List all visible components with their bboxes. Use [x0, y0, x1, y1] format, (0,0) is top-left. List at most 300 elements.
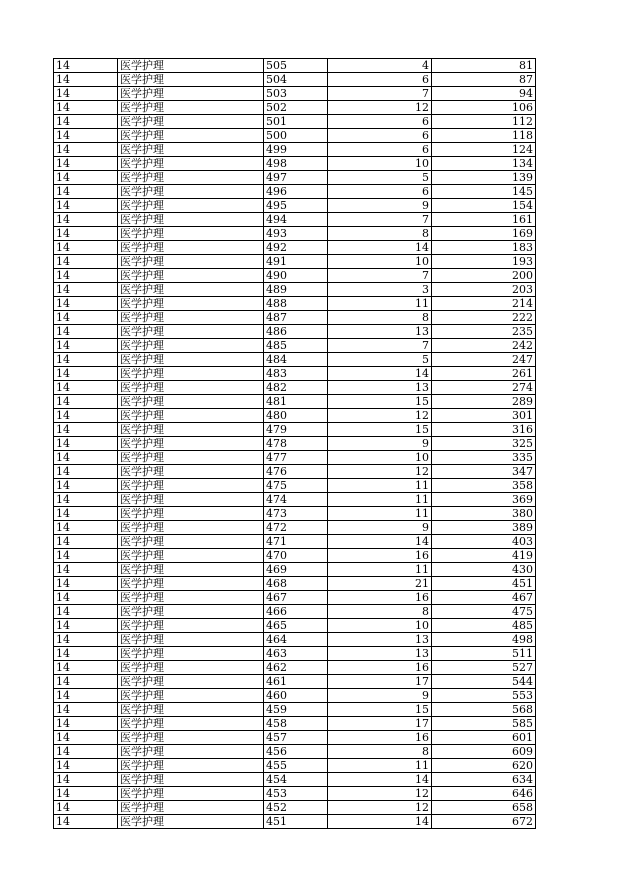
score-cell: 458: [264, 717, 328, 731]
count-cell: 15: [328, 395, 432, 409]
count-cell: 11: [328, 297, 432, 311]
table-row: [54, 185, 536, 199]
score-cell: 454: [264, 773, 328, 787]
code-cell: 14: [54, 143, 118, 157]
major-cell: 医学护理: [118, 521, 264, 535]
score-cell: 473: [264, 507, 328, 521]
code-cell: 14: [54, 759, 118, 773]
table-row: [54, 479, 536, 493]
score-cell: 466: [264, 605, 328, 619]
cumulative-cell: 139: [432, 171, 536, 185]
cumulative-cell: 658: [432, 801, 536, 815]
score-cell: 455: [264, 759, 328, 773]
score-cell: 482: [264, 381, 328, 395]
code-cell: 14: [54, 129, 118, 143]
table-row: [54, 689, 536, 703]
major-cell: 医学护理: [118, 325, 264, 339]
table-row: [54, 563, 536, 577]
major-cell: 医学护理: [118, 689, 264, 703]
cumulative-cell: 274: [432, 381, 536, 395]
count-cell: 9: [328, 199, 432, 213]
score-cell: 475: [264, 479, 328, 493]
table-row: [54, 283, 536, 297]
count-cell: 11: [328, 493, 432, 507]
major-cell: 医学护理: [118, 549, 264, 563]
count-cell: 17: [328, 717, 432, 731]
code-cell: 14: [54, 269, 118, 283]
major-cell: 医学护理: [118, 493, 264, 507]
table-row: [54, 143, 536, 157]
count-cell: 15: [328, 703, 432, 717]
table-row: [54, 759, 536, 773]
table-row: [54, 325, 536, 339]
count-cell: 7: [328, 339, 432, 353]
major-cell: 医学护理: [118, 283, 264, 297]
cumulative-cell: 316: [432, 423, 536, 437]
cumulative-cell: 169: [432, 227, 536, 241]
major-cell: 医学护理: [118, 87, 264, 101]
count-cell: 13: [328, 633, 432, 647]
score-cell: 503: [264, 87, 328, 101]
table-row: [54, 199, 536, 213]
cumulative-cell: 289: [432, 395, 536, 409]
score-cell: 488: [264, 297, 328, 311]
major-cell: 医学护理: [118, 773, 264, 787]
score-cell: 490: [264, 269, 328, 283]
count-cell: 16: [328, 661, 432, 675]
score-cell: 505: [264, 59, 328, 73]
major-cell: 医学护理: [118, 339, 264, 353]
major-cell: 医学护理: [118, 605, 264, 619]
score-cell: 495: [264, 199, 328, 213]
code-cell: 14: [54, 283, 118, 297]
major-cell: 医学护理: [118, 297, 264, 311]
code-cell: 14: [54, 479, 118, 493]
code-cell: 14: [54, 395, 118, 409]
major-cell: 医学护理: [118, 381, 264, 395]
cumulative-cell: 235: [432, 325, 536, 339]
code-cell: 14: [54, 157, 118, 171]
cumulative-cell: 419: [432, 549, 536, 563]
major-cell: 医学护理: [118, 745, 264, 759]
code-cell: 14: [54, 311, 118, 325]
major-cell: 医学护理: [118, 479, 264, 493]
major-cell: 医学护理: [118, 451, 264, 465]
cumulative-cell: 634: [432, 773, 536, 787]
cumulative-cell: 585: [432, 717, 536, 731]
count-cell: 6: [328, 129, 432, 143]
cumulative-cell: 527: [432, 661, 536, 675]
cumulative-cell: 380: [432, 507, 536, 521]
cumulative-cell: 347: [432, 465, 536, 479]
score-cell: 467: [264, 591, 328, 605]
code-cell: 14: [54, 87, 118, 101]
code-cell: 14: [54, 255, 118, 269]
cumulative-cell: 87: [432, 73, 536, 87]
code-cell: 14: [54, 773, 118, 787]
cumulative-cell: 81: [432, 59, 536, 73]
table-row: [54, 367, 536, 381]
major-cell: 医学护理: [118, 801, 264, 815]
major-cell: 医学护理: [118, 437, 264, 451]
major-cell: 医学护理: [118, 647, 264, 661]
cumulative-cell: 646: [432, 787, 536, 801]
major-cell: 医学护理: [118, 101, 264, 115]
table-row: [54, 647, 536, 661]
cumulative-cell: 553: [432, 689, 536, 703]
cumulative-cell: 335: [432, 451, 536, 465]
major-cell: 医学护理: [118, 731, 264, 745]
code-cell: 14: [54, 73, 118, 87]
score-cell: 457: [264, 731, 328, 745]
table-row: [54, 703, 536, 717]
score-cell: 471: [264, 535, 328, 549]
code-cell: 14: [54, 213, 118, 227]
major-cell: 医学护理: [118, 73, 264, 87]
count-cell: 16: [328, 591, 432, 605]
code-cell: 14: [54, 367, 118, 381]
score-cell: 504: [264, 73, 328, 87]
major-cell: 医学护理: [118, 465, 264, 479]
table-row: [54, 395, 536, 409]
table-row: [54, 549, 536, 563]
major-cell: 医学护理: [118, 115, 264, 129]
major-cell: 医学护理: [118, 213, 264, 227]
count-cell: 8: [328, 311, 432, 325]
score-cell: 463: [264, 647, 328, 661]
code-cell: 14: [54, 605, 118, 619]
cumulative-cell: 118: [432, 129, 536, 143]
cumulative-cell: 200: [432, 269, 536, 283]
table-row: [54, 73, 536, 87]
count-cell: 14: [328, 815, 432, 829]
count-cell: 7: [328, 213, 432, 227]
table-row: [54, 297, 536, 311]
score-cell: 469: [264, 563, 328, 577]
code-cell: 14: [54, 493, 118, 507]
code-cell: 14: [54, 675, 118, 689]
score-cell: 480: [264, 409, 328, 423]
table-row: [54, 745, 536, 759]
major-cell: 医学护理: [118, 367, 264, 381]
count-cell: 10: [328, 451, 432, 465]
cumulative-cell: 161: [432, 213, 536, 227]
count-cell: 13: [328, 647, 432, 661]
major-cell: 医学护理: [118, 227, 264, 241]
count-cell: 16: [328, 731, 432, 745]
score-cell: 452: [264, 801, 328, 815]
cumulative-cell: 568: [432, 703, 536, 717]
score-cell: 502: [264, 101, 328, 115]
code-cell: 14: [54, 563, 118, 577]
table-row: [54, 353, 536, 367]
table-row: [54, 115, 536, 129]
code-cell: 14: [54, 703, 118, 717]
score-cell: 461: [264, 675, 328, 689]
table-row: [54, 59, 536, 73]
count-cell: 10: [328, 255, 432, 269]
cumulative-cell: 134: [432, 157, 536, 171]
code-cell: 14: [54, 451, 118, 465]
count-cell: 11: [328, 563, 432, 577]
major-cell: 医学护理: [118, 171, 264, 185]
code-cell: 14: [54, 801, 118, 815]
table-row: [54, 171, 536, 185]
count-cell: 12: [328, 101, 432, 115]
score-cell: 464: [264, 633, 328, 647]
cumulative-cell: 203: [432, 283, 536, 297]
score-cell: 500: [264, 129, 328, 143]
cumulative-cell: 145: [432, 185, 536, 199]
cumulative-cell: 94: [432, 87, 536, 101]
code-cell: 14: [54, 717, 118, 731]
table-row: [54, 577, 536, 591]
cumulative-cell: 222: [432, 311, 536, 325]
major-cell: 医学护理: [118, 241, 264, 255]
count-cell: 7: [328, 269, 432, 283]
table-row: [54, 661, 536, 675]
score-cell: 497: [264, 171, 328, 185]
cumulative-cell: 609: [432, 745, 536, 759]
major-cell: 医学护理: [118, 619, 264, 633]
table-row: [54, 465, 536, 479]
cumulative-cell: 485: [432, 619, 536, 633]
code-cell: 14: [54, 227, 118, 241]
major-cell: 医学护理: [118, 59, 264, 73]
cumulative-cell: 498: [432, 633, 536, 647]
code-cell: 14: [54, 521, 118, 535]
table-row: [54, 451, 536, 465]
table-row: [54, 787, 536, 801]
table-row: [54, 619, 536, 633]
code-cell: 14: [54, 745, 118, 759]
cumulative-cell: 430: [432, 563, 536, 577]
table-row: [54, 311, 536, 325]
score-cell: 484: [264, 353, 328, 367]
count-cell: 15: [328, 423, 432, 437]
major-cell: 医学护理: [118, 311, 264, 325]
table-row: [54, 101, 536, 115]
code-cell: 14: [54, 297, 118, 311]
major-cell: 医学护理: [118, 353, 264, 367]
table-row: [54, 521, 536, 535]
count-cell: 17: [328, 675, 432, 689]
count-cell: 16: [328, 549, 432, 563]
cumulative-cell: 261: [432, 367, 536, 381]
score-cell: 494: [264, 213, 328, 227]
code-cell: 14: [54, 171, 118, 185]
cumulative-cell: 389: [432, 521, 536, 535]
count-cell: 12: [328, 801, 432, 815]
code-cell: 14: [54, 339, 118, 353]
major-cell: 医学护理: [118, 717, 264, 731]
code-cell: 14: [54, 731, 118, 745]
cumulative-cell: 403: [432, 535, 536, 549]
score-cell: 470: [264, 549, 328, 563]
code-cell: 14: [54, 353, 118, 367]
score-cell: 479: [264, 423, 328, 437]
table-row: [54, 409, 536, 423]
count-cell: 14: [328, 367, 432, 381]
count-cell: 6: [328, 73, 432, 87]
cumulative-cell: 193: [432, 255, 536, 269]
cumulative-cell: 112: [432, 115, 536, 129]
code-cell: 14: [54, 619, 118, 633]
cumulative-cell: 214: [432, 297, 536, 311]
table-row: [54, 213, 536, 227]
major-cell: 医学护理: [118, 157, 264, 171]
score-cell: 496: [264, 185, 328, 199]
count-cell: 21: [328, 577, 432, 591]
score-cell: 489: [264, 283, 328, 297]
cumulative-cell: 242: [432, 339, 536, 353]
major-cell: 医学护理: [118, 759, 264, 773]
count-cell: 11: [328, 759, 432, 773]
score-cell: 459: [264, 703, 328, 717]
score-cell: 492: [264, 241, 328, 255]
major-cell: 医学护理: [118, 409, 264, 423]
score-cell: 501: [264, 115, 328, 129]
code-cell: 14: [54, 381, 118, 395]
score-table: [53, 58, 536, 829]
cumulative-cell: 511: [432, 647, 536, 661]
score-cell: 498: [264, 157, 328, 171]
count-cell: 12: [328, 787, 432, 801]
table-row: [54, 339, 536, 353]
code-cell: 14: [54, 535, 118, 549]
code-cell: 14: [54, 325, 118, 339]
score-cell: 460: [264, 689, 328, 703]
table-row: [54, 675, 536, 689]
count-cell: 6: [328, 143, 432, 157]
count-cell: 13: [328, 325, 432, 339]
table-row: [54, 493, 536, 507]
major-cell: 医学护理: [118, 661, 264, 675]
count-cell: 9: [328, 689, 432, 703]
score-cell: 487: [264, 311, 328, 325]
major-cell: 医学护理: [118, 269, 264, 283]
code-cell: 14: [54, 185, 118, 199]
major-cell: 医学护理: [118, 703, 264, 717]
code-cell: 14: [54, 115, 118, 129]
code-cell: 14: [54, 549, 118, 563]
cumulative-cell: 467: [432, 591, 536, 605]
code-cell: 14: [54, 409, 118, 423]
table-row: [54, 269, 536, 283]
score-cell: 468: [264, 577, 328, 591]
count-cell: 7: [328, 87, 432, 101]
count-cell: 9: [328, 437, 432, 451]
major-cell: 医学护理: [118, 563, 264, 577]
cumulative-cell: 154: [432, 199, 536, 213]
major-cell: 医学护理: [118, 143, 264, 157]
cumulative-cell: 601: [432, 731, 536, 745]
table-row: [54, 605, 536, 619]
count-cell: 5: [328, 171, 432, 185]
count-cell: 10: [328, 619, 432, 633]
count-cell: 13: [328, 381, 432, 395]
score-cell: 472: [264, 521, 328, 535]
score-cell: 486: [264, 325, 328, 339]
score-cell: 483: [264, 367, 328, 381]
major-cell: 医学护理: [118, 787, 264, 801]
cumulative-cell: 106: [432, 101, 536, 115]
table-row: [54, 437, 536, 451]
code-cell: 14: [54, 101, 118, 115]
count-cell: 11: [328, 479, 432, 493]
major-cell: 医学护理: [118, 633, 264, 647]
cumulative-cell: 475: [432, 605, 536, 619]
score-cell: 477: [264, 451, 328, 465]
code-cell: 14: [54, 815, 118, 829]
score-cell: 493: [264, 227, 328, 241]
count-cell: 5: [328, 353, 432, 367]
count-cell: 12: [328, 465, 432, 479]
major-cell: 医学护理: [118, 185, 264, 199]
major-cell: 医学护理: [118, 815, 264, 829]
count-cell: 6: [328, 185, 432, 199]
code-cell: 14: [54, 633, 118, 647]
table-row: [54, 241, 536, 255]
code-cell: 14: [54, 647, 118, 661]
score-cell: 453: [264, 787, 328, 801]
major-cell: 医学护理: [118, 591, 264, 605]
cumulative-cell: 358: [432, 479, 536, 493]
count-cell: 8: [328, 605, 432, 619]
code-cell: 14: [54, 689, 118, 703]
table-row: [54, 815, 536, 829]
table-row: [54, 381, 536, 395]
major-cell: 医学护理: [118, 395, 264, 409]
score-cell: 456: [264, 745, 328, 759]
major-cell: 医学护理: [118, 255, 264, 269]
count-cell: 8: [328, 227, 432, 241]
score-cell: 491: [264, 255, 328, 269]
code-cell: 14: [54, 661, 118, 675]
cumulative-cell: 183: [432, 241, 536, 255]
major-cell: 医学护理: [118, 535, 264, 549]
code-cell: 14: [54, 199, 118, 213]
score-cell: 499: [264, 143, 328, 157]
table-row: [54, 423, 536, 437]
score-cell: 485: [264, 339, 328, 353]
count-cell: 14: [328, 535, 432, 549]
major-cell: 医学护理: [118, 423, 264, 437]
cumulative-cell: 620: [432, 759, 536, 773]
table-row: [54, 535, 536, 549]
table-row: [54, 227, 536, 241]
cumulative-cell: 544: [432, 675, 536, 689]
count-cell: 11: [328, 507, 432, 521]
table-row: [54, 129, 536, 143]
code-cell: 14: [54, 423, 118, 437]
score-cell: 474: [264, 493, 328, 507]
major-cell: 医学护理: [118, 129, 264, 143]
code-cell: 14: [54, 591, 118, 605]
code-cell: 14: [54, 59, 118, 73]
count-cell: 6: [328, 115, 432, 129]
score-table-body: [54, 59, 536, 829]
code-cell: 14: [54, 241, 118, 255]
table-row: [54, 87, 536, 101]
table-row: [54, 591, 536, 605]
code-cell: 14: [54, 437, 118, 451]
major-cell: 医学护理: [118, 577, 264, 591]
cumulative-cell: 247: [432, 353, 536, 367]
score-cell: 478: [264, 437, 328, 451]
count-cell: 4: [328, 59, 432, 73]
table-row: [54, 507, 536, 521]
